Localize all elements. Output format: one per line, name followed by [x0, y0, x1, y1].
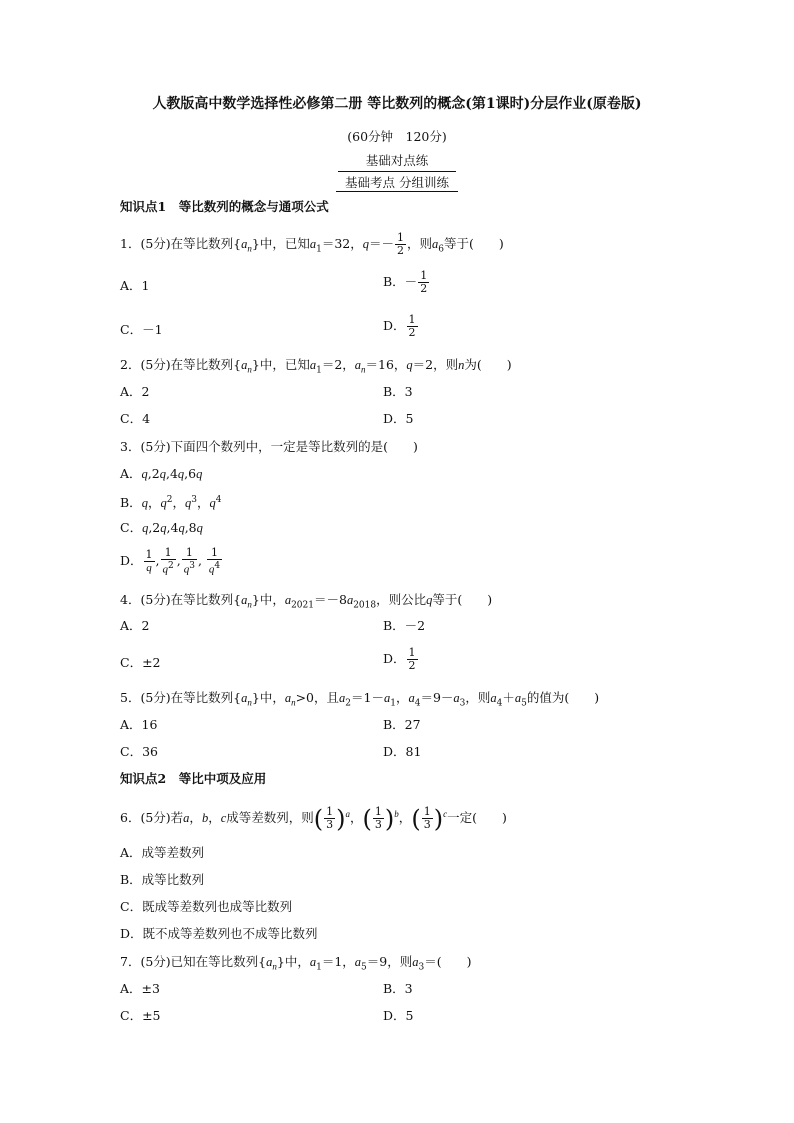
q2-option-a: A．2: [120, 384, 150, 399]
section-rule: [338, 171, 456, 172]
question-2: 2．(5分)在等比数列$\{a_n\}$中，已知$a_1=2$，$a_n=16$，q＝2，则n为( ): [120, 357, 512, 376]
doc-title: 人教版高中数学选择性必修第二册 等比数列的概念(第1课时)分层作业(原卷版): [152, 96, 642, 112]
q3-option-d: D． $\frac{1}{q}$ , $\frac{1}{q^2}$ , $\frac{1}{q^3}$ , $\frac{1}{q^4}$: [120, 546, 221, 576]
section-title: 基础对点练: [365, 153, 429, 168]
q6-option-d: D．既不成等差数列也不成等比数列: [120, 926, 318, 941]
question-4: 4．(5分)在等比数列$\{a_n\}$中，$a_{2021}=-8a_{2018}$，则公比q等于( ): [120, 592, 493, 611]
subsection-title: 基础考点 分组训练: [345, 175, 449, 190]
q5-option-a: A．16: [120, 717, 158, 732]
q1-option-c: C．－1: [120, 322, 163, 337]
q1-option-a: A．1: [120, 278, 150, 293]
q7-option-c: C．±5: [120, 1008, 161, 1023]
q6-option-b: B．成等比数列: [120, 872, 205, 887]
q5-option-c: C．36: [120, 744, 158, 759]
question-3: 3．(5分)下面四个数列中，一定是等比数列的是( ): [120, 439, 418, 454]
q1-option-d: D． $\frac{1}{2}$: [383, 313, 416, 339]
q4-option-c: C．±2: [120, 655, 161, 670]
subsection-rule: [336, 191, 458, 192]
q3-option-c: C．q,2q,4q,8q: [120, 520, 203, 535]
q2-option-b: B．3: [383, 384, 413, 399]
q6-option-a: A．成等差数列: [120, 845, 205, 860]
q6-option-c: C．既成等差数列也成等比数列: [120, 899, 293, 914]
q2-option-c: C．4: [120, 411, 151, 426]
q7-option-b: B．3: [383, 981, 413, 996]
q4-option-b: B．－2: [383, 618, 426, 633]
q5-option-d: D．81: [383, 744, 422, 759]
question-6: 6．(5分)若a，b，c成等差数列，则( $\frac{1}{3}$ )$^a$，( $\frac{1}{3}$ )$^b$，( $\frac{1}{3}$ )$^c$一定( ): [120, 804, 507, 833]
knowledge-point-1: 知识点1 等比数列的概念与通项公式: [120, 199, 329, 214]
knowledge-point-2: 知识点2 等比中项及应用: [120, 771, 267, 786]
time-score: (60分钟 120分): [347, 129, 447, 144]
q4-option-a: A．2: [120, 618, 150, 633]
question-1: 1．(5分)在等比数列$\{a_n\}$中，已知$a_1=32$，q＝－ $\frac{1}{2}$ ，则$a_6$等于( ): [120, 231, 504, 257]
q7-option-d: D．5: [383, 1008, 414, 1023]
q3-option-b: B．q，$q^2$，$q^3$，$q^4$: [120, 495, 222, 511]
q4-option-d: D． $\frac{1}{2}$: [383, 646, 416, 672]
question-5: 5．(5分)在等比数列$\{a_n\}$中，$a_n>0$，且$a_2=1-a_1$，$a_4=9-a_3$，则$a_4+a_5$的值为( ): [120, 690, 600, 709]
q1-option-b: B．－ $\frac{1}{2}$: [383, 269, 428, 295]
q5-option-b: B．27: [383, 717, 421, 732]
question-7: 7．(5分)已知在等比数列$\{a_n\}$中，$a_1=1$，$a_5=9$，则$a_3=$( ): [120, 954, 472, 973]
q2-option-d: D．5: [383, 411, 414, 426]
q7-option-a: A．±3: [120, 981, 160, 996]
q3-option-a: A．q,2q,4q,6q: [120, 466, 203, 481]
